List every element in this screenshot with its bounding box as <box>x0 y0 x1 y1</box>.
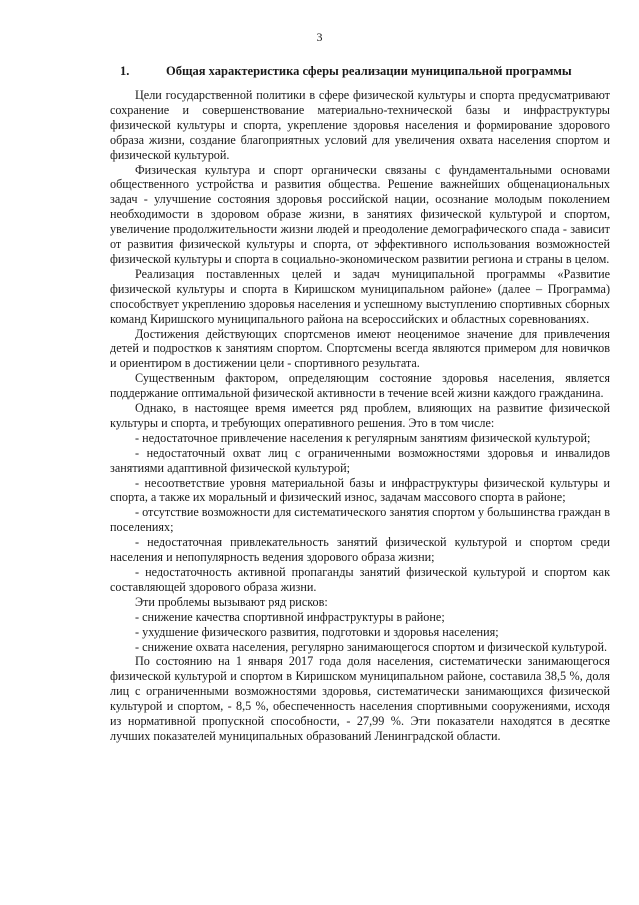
paragraph: По состоянию на 1 января 2017 года доля населения, систематически занимающегося физической культурой и спортом в Киришском муниципальном районе, составила 38,5 %, доля лиц с ограниченными возможностями здоровья, систематически занимающихся физической культурой и спортом, - 8,5 %, обеспеченность населения спортивными сооружениями, исходя из нормативной пропускной способности, - 27,99 %. Эти показатели находятся в десятке лучших показателей муниципальных образований Ленинградской области. <box>110 654 610 743</box>
list-item: - несоответствие уровня материальной базы и инфраструктуры физической культуры и спорта, а также их моральный и физический износ, задачам массового спорта в районе; <box>110 475 610 505</box>
list-item: - ухудшение физического развития, подготовки и здоровья населения; <box>135 624 499 639</box>
body-text <box>110 88 610 744</box>
paragraph: Существенным фактором, определяющим состояние здоровья населения, является поддержание оптимальной физической активности в течение всей жизни каждого гражданина. <box>110 371 610 401</box>
page-number: 3 <box>316 30 323 44</box>
list-item: - отсутствие возможности для систематического занятия спортом у большинства граждан в поселениях; <box>110 505 611 535</box>
list-item: - снижение охвата населения, регулярно занимающегося спортом и физической культурой. <box>135 639 608 654</box>
paragraph: Эти проблемы вызывают ряд рисков: <box>135 594 328 609</box>
paragraph: Однако, в настоящее время имеется ряд проблем, влияющих на развитие физической культуры и спорта, и требующих оперативного решения. Это в том числе: <box>110 401 610 430</box>
paragraph: Реализация поставленных целей и задач муниципальной программы «Развитие физической культуры и спорта в Киришском муниципальном районе» (далее – Программа) способствует укреплению здоровья населения и успешному выступлению спортивных сборных команд Киришского муниципального района на всероссийских и областных соревнованиях. <box>110 266 610 326</box>
section-heading <box>120 64 600 79</box>
section-title: Общая характеристика сферы реализации муниципальной программы <box>166 64 572 78</box>
paragraph: Физическая культура и спорт органически связаны с фундаментальными основами общественного устройства и развития общества. Решение важнейших общенациональных задач - улучшение состояния здоровья российской нации, осознание молодым поколением необходимости в здоровом образе жизни, в занятиях физической культурой и спортом, увеличение продолжительности жизни людей и преодоление демографического спада - зависит от развития физической культуры и спорта, от эффективного использования возможностей физической культуры и спорта в социально-экономическом развитии региона и страны в целом. <box>110 162 610 266</box>
list-item: - недостаточная привлекательность занятий физической культурой и спортом среди населения и непопулярность ведения здорового образа жизни; <box>110 535 610 565</box>
section-number: 1. <box>120 64 130 78</box>
list-item: - недостаточное привлечение населения к регулярным занятиям физической культурой; <box>135 430 591 445</box>
paragraph: Достижения действующих спортсменов имеют неоценимое значение для привлечения детей и подростков к занятиям спортом. Спортсмены всегда являются примером для новичков и ориентиром в достижении цели - спортивного результата. <box>110 326 610 371</box>
paragraph: Цели государственной политики в сфере физической культуры и спорта предусматривают сохранение и совершенствование материально-технической базы и инфраструктуры физической культуры и спорта, укрепление здоровья населения и формирование здорового образа жизни, создание благоприятных условий для увеличения охвата населения спортом и физической культурой. <box>110 88 610 162</box>
list-item: - недостаточный охват лиц с ограниченными возможностями здоровья и инвалидов занятиями адаптивной физической культурой; <box>110 445 610 475</box>
list-item: - снижение качества спортивной инфраструктуры в районе; <box>135 609 445 624</box>
list-item: - недостаточность активной пропаганды занятий физической культурой и спортом как составляющей здорового образа жизни. <box>110 565 610 594</box>
